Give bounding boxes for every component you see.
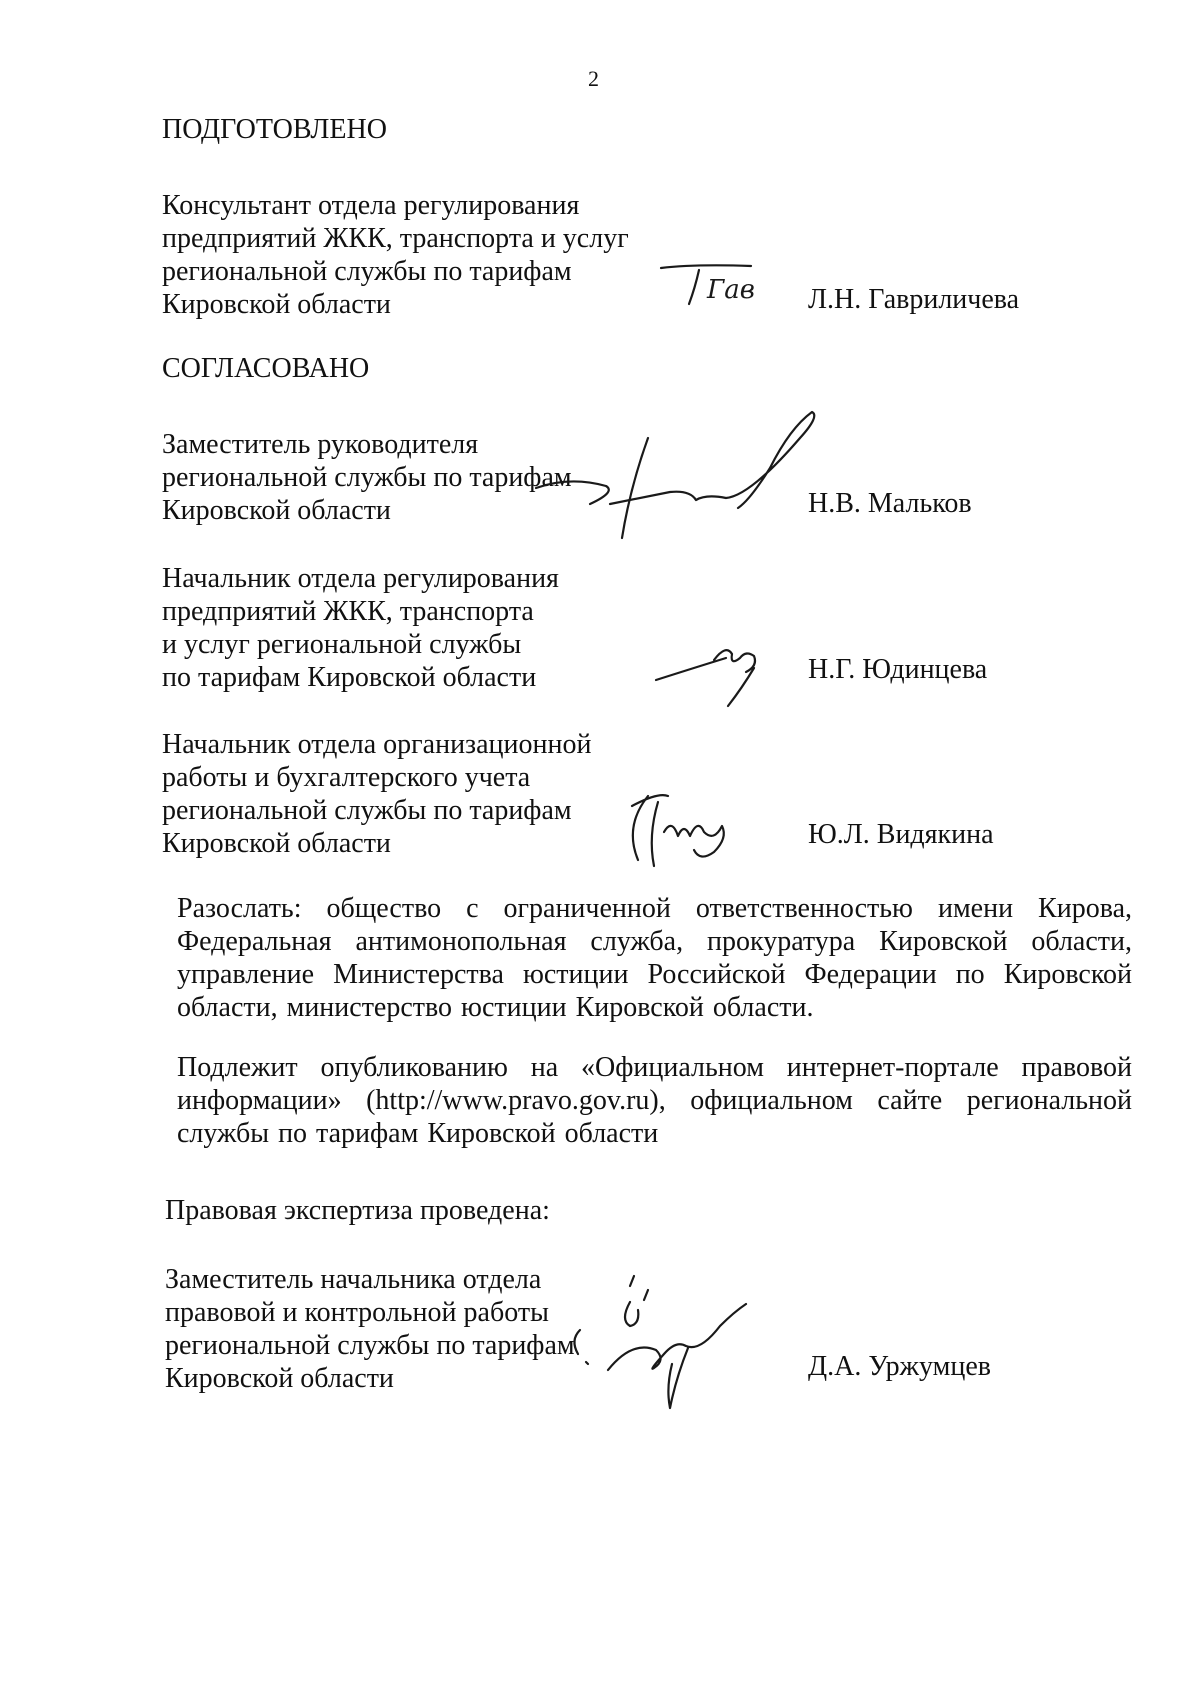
position-line: правовой и контрольной работы <box>165 1297 549 1328</box>
signature-gavrilicheva <box>655 258 775 318</box>
signatory-3-position <box>162 728 591 860</box>
signature-malkov <box>530 408 820 548</box>
prepared-heading: ПОДГОТОВЛЕНО <box>162 114 387 145</box>
position-line: Заместитель начальника отдела <box>165 1264 542 1295</box>
signatory-2-position <box>162 562 559 694</box>
position-line: Начальник отдела регулирования <box>162 563 559 594</box>
signatory-2-name: Н.Г. Юдинцева <box>808 654 988 685</box>
agreed-heading: СОГЛАСОВАНО <box>162 353 370 384</box>
position-line: и услуг региональной службы <box>162 629 522 660</box>
signatory-3-name: Ю.Л. Видякина <box>808 819 994 850</box>
position-line: Консультант отдела регулирования <box>162 190 580 221</box>
position-line: предприятий ЖКК, транспорта <box>162 596 534 627</box>
position-line: Кировской области <box>162 495 391 526</box>
publication-paragraph: Подлежит опубликованию на «Официальном интернет-портале правовой информации» (http://www.pravo.gov.ru), официальном сайте региональной службы по тарифам Кировской области <box>177 1052 1132 1149</box>
position-line: Начальник отдела организационной <box>162 729 592 760</box>
legal-review-heading: Правовая экспертиза проведена: <box>165 1195 550 1226</box>
position-line: региональной службы по тарифам <box>162 795 572 826</box>
legal-review-position <box>165 1263 575 1395</box>
signature-yudintseva <box>650 632 770 712</box>
signatory-1-position <box>162 428 572 527</box>
position-line: региональной службы по тарифам <box>162 462 572 493</box>
signature-vidyakina <box>618 786 738 876</box>
signature-scrawl: Гав <box>707 275 755 305</box>
prepared-position <box>162 189 629 321</box>
position-line: Кировской области <box>162 828 391 859</box>
prepared-name: Л.Н. Гавриличева <box>808 284 1020 315</box>
position-line: по тарифам Кировской области <box>162 662 537 693</box>
distribution-paragraph: Разослать: общество с ограниченной ответственностью имени Кирова, Федеральная антимонопольная служба, прокуратура Кировской области, управление Министерства юстиции Российской Федерации по Кировской области, министерство юстиции Кировской области. <box>177 893 1132 1023</box>
position-line: Кировской области <box>165 1363 394 1394</box>
signatory-1-name: Н.В. Мальков <box>808 488 972 519</box>
position-line: работы и бухгалтерского учета <box>162 762 531 793</box>
position-line: Кировской области <box>162 289 391 320</box>
signature-urzhumtsev <box>560 1268 760 1418</box>
position-line: предприятий ЖКК, транспорта и услуг <box>162 223 629 254</box>
position-line: региональной службы по тарифам <box>165 1330 575 1361</box>
page-number: 2 <box>588 66 599 91</box>
position-line: региональной службы по тарифам <box>162 256 572 287</box>
position-line: Заместитель руководителя <box>162 429 479 460</box>
legal-review-name: Д.А. Уржумцев <box>808 1351 992 1382</box>
